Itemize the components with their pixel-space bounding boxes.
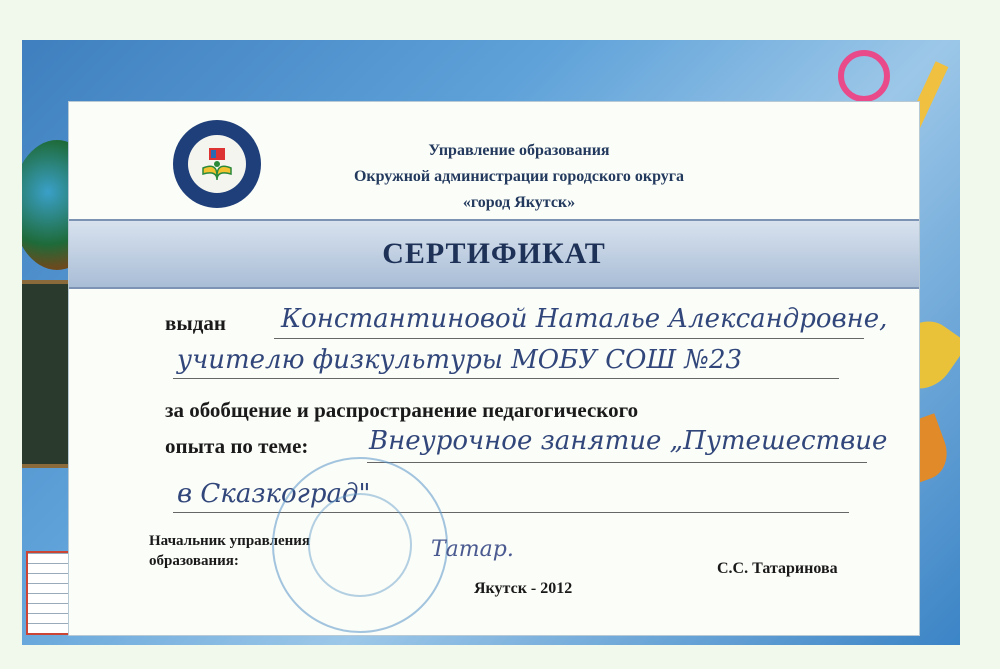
signer-name: С.С. Татаринова (717, 560, 838, 577)
issuer-heading (309, 138, 729, 216)
signer-title-line-1: Начальник управления (149, 533, 311, 549)
issued-label: выдан (165, 311, 226, 335)
scissors-decoration (838, 50, 890, 102)
issuer-line-1: Управление образования (428, 142, 610, 159)
issuer-line-2: Окружной администрации городского округа (353, 168, 685, 185)
stamp-icon (272, 457, 448, 633)
signer-title-line-2: образования: (149, 553, 239, 569)
emblem-book-icon (197, 144, 237, 184)
title-band (69, 219, 919, 289)
topic-text-1: Внеурочное занятие „Путешествие (369, 426, 888, 456)
reason-line-1: за обобщение и распространение педагогического (165, 398, 639, 422)
recipient-position: учителю физкультуры МОБУ СОШ №23 (177, 345, 743, 375)
recipient-name: Константиновой Наталье Александровне, (281, 304, 888, 334)
place-year: Якутск - 2012 (474, 580, 573, 597)
topic-text-2: в Сказкоград" (177, 479, 371, 509)
issuer-line-3: «город Якутск» (462, 194, 576, 211)
emblem-icon (173, 120, 261, 208)
certificate-sheet (68, 101, 920, 636)
certificate-title: СЕРТИФИКАТ (382, 237, 606, 270)
signature: Татар. (431, 537, 514, 562)
topic-label: опыта по теме: (165, 434, 309, 458)
